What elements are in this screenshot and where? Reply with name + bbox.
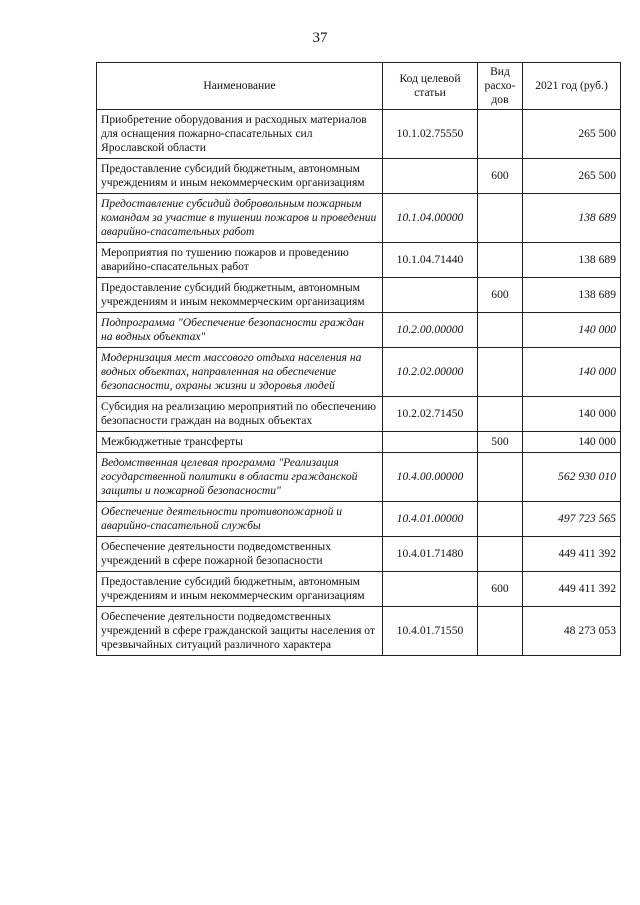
table-row: [97, 432, 621, 453]
row-code: [383, 278, 478, 313]
table-row: [97, 572, 621, 607]
row-code: [383, 572, 478, 607]
row-type: [478, 194, 523, 243]
row-amount: 48 273 053: [523, 607, 621, 656]
row-type: [478, 453, 523, 502]
row-name: Межбюджетные трансферты: [97, 432, 383, 453]
header-code: Код целевой статьи: [383, 63, 478, 110]
row-code: [383, 432, 478, 453]
row-type: [478, 243, 523, 278]
row-type: [478, 313, 523, 348]
header-type: Вид расхо-дов: [478, 63, 523, 110]
row-amount: 449 411 392: [523, 572, 621, 607]
table-header-row: [97, 63, 621, 110]
table-row: [97, 278, 621, 313]
row-name: Ведомственная целевая программа "Реализация государственной политики в области гражданской защиты и пожарной безопасности": [97, 453, 383, 502]
table-row: [97, 502, 621, 537]
row-name: Предоставление субсидий бюджетным, автономным учреждениям и иным некоммерческим организациям: [97, 159, 383, 194]
row-amount: 138 689: [523, 194, 621, 243]
row-amount: 449 411 392: [523, 537, 621, 572]
table-row: [97, 110, 621, 159]
table-row: [97, 453, 621, 502]
row-name: Приобретение оборудования и расходных материалов для оснащения пожарно-спасательных сил Ярославской области: [97, 110, 383, 159]
row-code: 10.4.01.00000: [383, 502, 478, 537]
row-name: Предоставление субсидий добровольным пожарным командам за участие в тушении пожаров и проведении аварийно-спасательных работ: [97, 194, 383, 243]
row-type: [478, 537, 523, 572]
row-type: 600: [478, 572, 523, 607]
row-code: 10.2.02.71450: [383, 397, 478, 432]
row-type: [478, 110, 523, 159]
header-name: Наименование: [97, 63, 383, 110]
row-code: 10.2.02.00000: [383, 348, 478, 397]
table-row: [97, 194, 621, 243]
row-type: 500: [478, 432, 523, 453]
row-name: Обеспечение деятельности подведомственных учреждений в сфере гражданской защиты населения от чрезвычайных ситуаций различного характера: [97, 607, 383, 656]
row-type: [478, 397, 523, 432]
table-row: [97, 159, 621, 194]
row-name: Мероприятия по тушению пожаров и проведению аварийно-спасательных работ: [97, 243, 383, 278]
row-type: [478, 607, 523, 656]
row-code: 10.4.01.71480: [383, 537, 478, 572]
table-row: [97, 397, 621, 432]
row-name: Предоставление субсидий бюджетным, автономным учреждениям и иным некоммерческим организациям: [97, 278, 383, 313]
row-code: 10.1.04.00000: [383, 194, 478, 243]
budget-table: [96, 62, 621, 656]
table-row: [97, 607, 621, 656]
table-row: [97, 243, 621, 278]
row-amount: 140 000: [523, 313, 621, 348]
row-amount: 265 500: [523, 159, 621, 194]
row-amount: 138 689: [523, 278, 621, 313]
row-code: 10.4.01.71550: [383, 607, 478, 656]
row-name: Подпрограмма "Обеспечение безопасности граждан на водных объектах": [97, 313, 383, 348]
row-name: Предоставление субсидий бюджетным, автономным учреждениям и иным некоммерческим организациям: [97, 572, 383, 607]
row-type: 600: [478, 278, 523, 313]
row-amount: 138 689: [523, 243, 621, 278]
row-name: Обеспечение деятельности подведомственных учреждений в сфере пожарной безопасности: [97, 537, 383, 572]
row-type: 600: [478, 159, 523, 194]
row-name: Обеспечение деятельности противопожарной и аварийно-спасательной службы: [97, 502, 383, 537]
row-amount: 140 000: [523, 348, 621, 397]
row-name: Модернизация мест массового отдыха населения на водных объектах, направленная на обеспечение безопасности, охраны жизни и здоровья людей: [97, 348, 383, 397]
table-row: [97, 348, 621, 397]
row-code: 10.1.02.75550: [383, 110, 478, 159]
row-amount: 562 930 010: [523, 453, 621, 502]
row-type: [478, 348, 523, 397]
row-code: 10.2.00.00000: [383, 313, 478, 348]
row-amount: 140 000: [523, 397, 621, 432]
row-amount: 265 500: [523, 110, 621, 159]
page-number: 37: [312, 30, 328, 46]
row-code: [383, 159, 478, 194]
row-code: 10.1.04.71440: [383, 243, 478, 278]
row-name: Субсидия на реализацию мероприятий по обеспечению безопасности граждан на водных объектах: [97, 397, 383, 432]
header-amount: 2021 год (руб.): [523, 63, 621, 110]
table-row: [97, 537, 621, 572]
row-code: 10.4.00.00000: [383, 453, 478, 502]
table-row: [97, 313, 621, 348]
row-amount: 140 000: [523, 432, 621, 453]
row-amount: 497 723 565: [523, 502, 621, 537]
row-type: [478, 502, 523, 537]
